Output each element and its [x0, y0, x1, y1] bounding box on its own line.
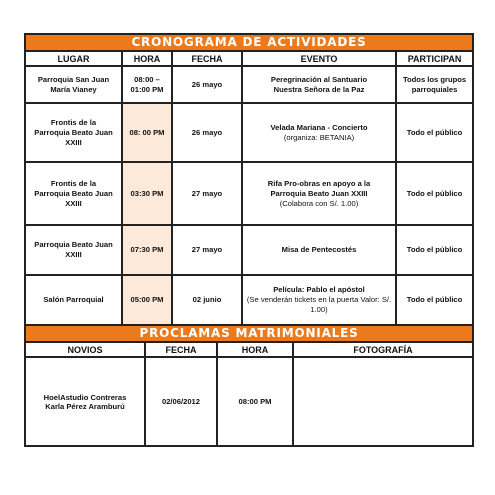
- cell-note: (Colabora con S/. 1.00): [279, 198, 359, 208]
- cell-evento: Misa de Pentecostés: [242, 225, 396, 275]
- header-evento: EVENTO: [242, 51, 396, 66]
- cell-text: XXIII: [65, 137, 82, 147]
- cell-lugar: [25, 225, 122, 275]
- table-row: [25, 225, 473, 275]
- cronograma-header-row: [25, 51, 473, 66]
- cell-participan: Todo el público: [396, 103, 473, 162]
- cell-text: Rifa Pro-obras en apoyo a la: [267, 178, 371, 188]
- cell-evento: [242, 275, 396, 325]
- cell-text: 08:00 –: [134, 74, 160, 84]
- header-fotografia: FOTOGRAFÍA: [293, 342, 473, 357]
- photo-placeholder: [293, 357, 473, 446]
- cell-text: Parroquia Beato Juan: [34, 127, 113, 137]
- cell-text: parroquiales: [411, 84, 458, 94]
- cell-fecha: 26 mayo: [172, 103, 242, 162]
- cell-text: Peregrinación al Santuario: [270, 74, 368, 84]
- cell-text: HoelAstudio Contreras: [43, 392, 127, 402]
- header-lugar: LUGAR: [25, 51, 122, 66]
- cell-text: Parroquia Beato Juan: [34, 188, 113, 198]
- cronograma-table: [24, 33, 474, 326]
- header-hora: HORA: [217, 342, 293, 357]
- cell-fecha: 27 mayo: [172, 225, 242, 275]
- cell-lugar: [25, 103, 122, 162]
- proclamas-title: PROCLAMAS MATRIMONIALES: [25, 325, 473, 342]
- cell-text: Parroquia Beato Juan XXIII: [270, 188, 368, 198]
- cell-text: Parroquia San Juan: [37, 74, 110, 84]
- cell-text: XXIII: [65, 198, 82, 208]
- cell-lugar: [25, 162, 122, 225]
- header-hora: HORA: [122, 51, 172, 66]
- cell-hora: 07:30 PM: [122, 225, 172, 275]
- cell-participan: Todo el público: [396, 162, 473, 225]
- cell-evento: [242, 66, 396, 103]
- cell-text: XXIII: [65, 250, 82, 259]
- cell-text: Frontis de la: [50, 117, 97, 127]
- table-row: [25, 162, 473, 225]
- cell-evento: [242, 103, 396, 162]
- cell-text: Frontis de la: [50, 178, 97, 188]
- header-fecha: FECHA: [145, 342, 217, 357]
- cronograma-title: CRONOGRAMA DE ACTIVIDADES: [25, 34, 473, 51]
- cell-participan: [396, 66, 473, 103]
- cell-text: Película: Pablo el apóstol: [273, 285, 365, 294]
- cell-fecha: 02 junio: [172, 275, 242, 325]
- proclamas-table: [24, 324, 474, 447]
- table-row: [25, 357, 473, 446]
- cell-hora: 05:00 PM: [122, 275, 172, 325]
- cell-fecha: 02/06/2012: [145, 357, 217, 446]
- cell-fecha: 27 mayo: [172, 162, 242, 225]
- cell-lugar: [25, 66, 122, 103]
- document-page: [24, 33, 472, 447]
- cell-text: María Vianey: [50, 84, 97, 94]
- header-fecha: FECHA: [172, 51, 242, 66]
- cell-note: (organiza: BETANIA): [283, 132, 355, 142]
- cell-hora: [122, 66, 172, 103]
- cell-participan: Todo el público: [396, 275, 473, 325]
- cell-text: 01:00 PM: [130, 84, 164, 94]
- cell-text: Parroquia Beato Juan: [34, 240, 113, 249]
- cell-participan: Todo el público: [396, 225, 473, 275]
- proclamas-header-row: [25, 342, 473, 357]
- cell-hora: 08: 00 PM: [122, 103, 172, 162]
- header-novios: NOVIOS: [25, 342, 145, 357]
- cell-hora: 03:30 PM: [122, 162, 172, 225]
- cell-text: Todos los grupos: [402, 74, 467, 84]
- table-row: [25, 103, 473, 162]
- cell-evento: [242, 162, 396, 225]
- cell-note: (Se venderán tickets en la puerta Valor: S/. 1.00): [246, 295, 392, 314]
- cell-novios: [25, 357, 145, 446]
- table-row: [25, 275, 473, 325]
- cell-hora: 08:00 PM: [217, 357, 293, 446]
- cell-fecha: 26 mayo: [172, 66, 242, 103]
- cell-text: Velada Mariana - Concierto: [270, 122, 368, 132]
- header-participan: PARTICIPAN: [396, 51, 473, 66]
- cell-text: Karla Pérez Aramburú: [45, 401, 125, 411]
- cell-text: Nuestra Señora de la Paz: [273, 84, 365, 94]
- table-row: [25, 66, 473, 103]
- cell-lugar: Salón Parroquial: [25, 275, 122, 325]
